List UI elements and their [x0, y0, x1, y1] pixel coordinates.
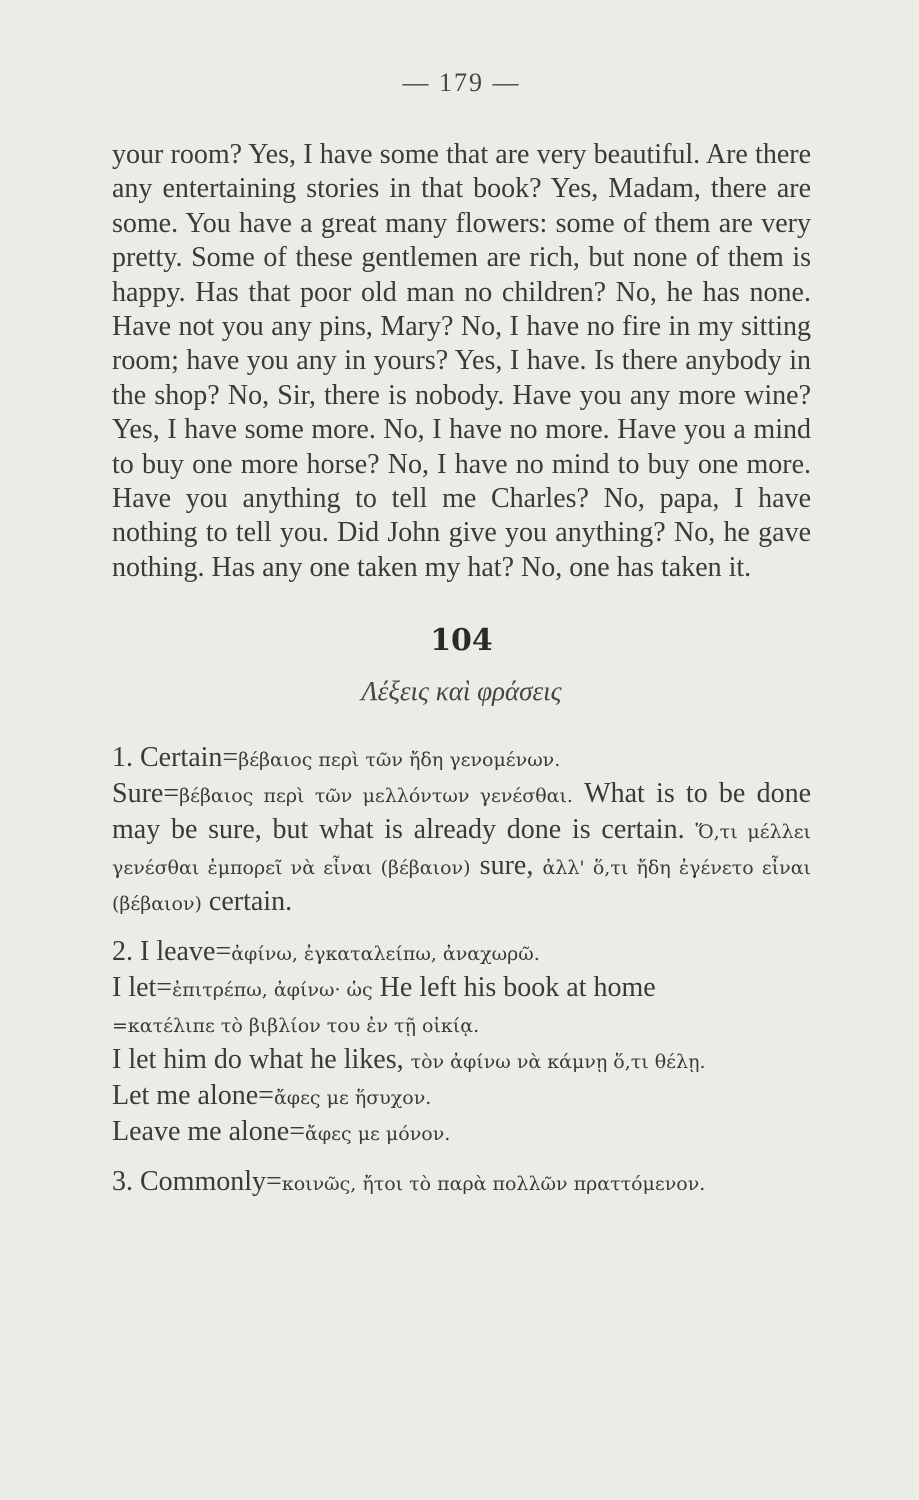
- entry-greek-definition: κοινῶς, ἤτοι τὸ παρὰ πολλῶν πραττόμενον.: [281, 1173, 706, 1196]
- vocab-entry-sure: [112, 777, 811, 921]
- vocab-entry-leave: [112, 935, 811, 971]
- entry-example: I let him do what he likes,: [112, 1044, 411, 1076]
- vocab-entry-let-translation: [112, 1007, 811, 1043]
- entry-example: certain.: [201, 886, 293, 918]
- spacer: [112, 1151, 811, 1165]
- entry-example: He left his book at home: [372, 972, 656, 1004]
- vocab-entry-leave-me-alone: [112, 1115, 811, 1151]
- vocab-entry-let: [112, 971, 811, 1007]
- entry-greek-definition: ἀφίνω, ἐγκαταλείπω, ἀναχωρῶ.: [231, 943, 540, 966]
- entry-term: 3. Commonly=: [112, 1166, 282, 1198]
- entry-greek-translation: ἀλλ' ὅ,τι ἤδη ἐγένετο εἶναι (βέβαιον): [112, 857, 811, 916]
- entry-greek-translation: τὸν ἀφίνω νὰ κάμνῃ ὅ,τι θέλῃ.: [410, 1051, 706, 1074]
- spacer: [112, 921, 811, 935]
- exercise-paragraph: your room? Yes, I have some that are very beautiful. Are there any entertaining stories in that book? Yes, Madam, there are some. You have a great many flowers: some of them are very pretty. Some of these gentlemen are rich, but none of them is happy. Has that poor old man no children? No, he has none. Have not you any pins, Mary? No, I have no fire in my sitting room; have you any in yours? Yes, I have. Is there anybody in the shop? No, Sir, there is nobody. Have you any more wine? Yes, I have some more. No, I have no more. Have you a mind to buy one more horse? No, I have no mind to buy one more. Have you anything to tell me Charles? No, papa, I have nothing to tell you. Did John give you anything? No, he gave nothing. Has any one taken my hat? No, one has taken it.: [112, 139, 811, 583]
- entry-greek-definition: βέβαιος περὶ τῶν μελλόντων γενέσθαι.: [179, 785, 573, 808]
- entry-term: I let=: [112, 972, 173, 1004]
- entry-greek-translation: Ὅ,τι μέλλει γενέσθαι ἐμπορεῖ νὰ εἶναι (βέβαιον): [112, 821, 811, 880]
- entry-term: Leave me alone=: [112, 1116, 306, 1148]
- entry-example: What is to be done may be sure, but what is already done is certain.: [112, 778, 811, 846]
- entry-example: sure,: [479, 850, 543, 882]
- entry-greek-translation: =κατέλιπε τὸ βιβλίον του ἐν τῇ οἰκίᾳ.: [112, 1015, 480, 1038]
- entry-greek-definition: ἄφες με ἥσυχον.: [273, 1087, 432, 1110]
- entry-term: Let me alone=: [112, 1080, 274, 1112]
- entry-greek-definition: ἐπιτρέπω, ἀφίνω· ὡς: [172, 979, 373, 1002]
- section-title: Λέξεις καὶ φράσεις: [361, 676, 562, 707]
- vocab-entry-let-me-alone: [112, 1079, 811, 1115]
- entry-term: Sure=: [112, 778, 180, 810]
- section-number: 104: [430, 623, 493, 659]
- entry-term: 1. Certain=: [112, 742, 239, 774]
- vocab-entry-let-him: [112, 1043, 811, 1079]
- page-number: — 179 —: [402, 68, 521, 97]
- vocab-entry-commonly: [112, 1165, 811, 1201]
- entry-term: 2. I leave=: [112, 936, 232, 968]
- vocab-entry-certain: [112, 741, 811, 777]
- entry-greek-definition: βέβαιος περὶ τῶν ἤδη γενομένων.: [238, 749, 561, 772]
- entry-greek-definition: ἄφες με μόνον.: [305, 1123, 451, 1146]
